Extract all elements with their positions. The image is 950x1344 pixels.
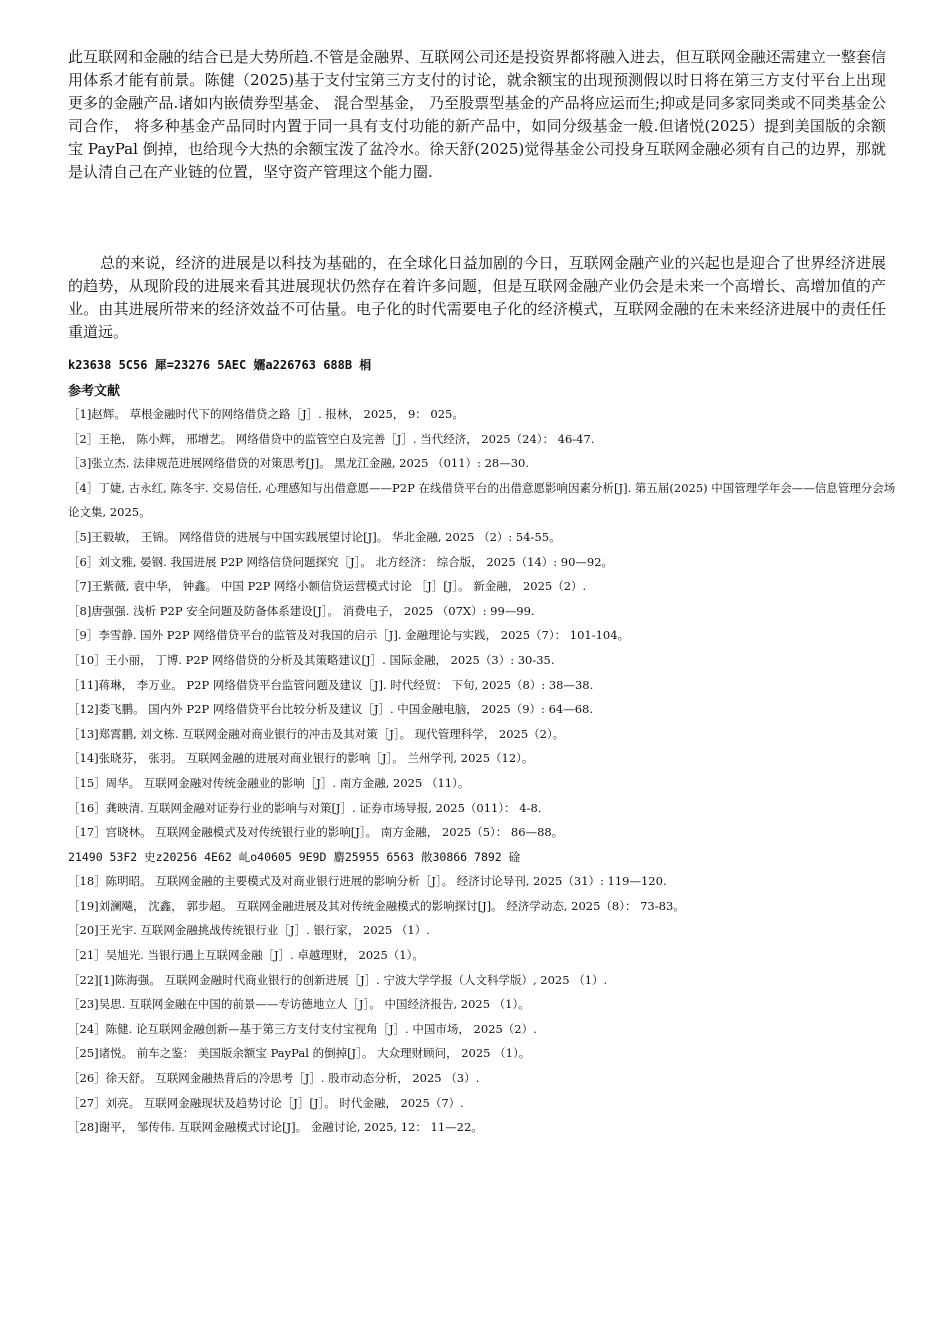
reference-item: ［15］周华。 互联网金融对传统金融业的影响［J］. 南方金融, 2025 （11）。 xyxy=(68,775,470,790)
reference-item: ［4］丁婕, 古永红, 陈冬宇. 交易信任, 心理感知与出借意愿——P2P 在线借贷平台的出借意愿影响因素分析[J]. 第五届(2025) 中国管理学年会——信息管理分会场论文集, 2025。 xyxy=(68,480,896,520)
reference-item: ［18］陈明昭。 互联网金融的主要模式及对商业银行进展的影响分析［J］。 经济讨论导刊, 2025（31）: 119—120. xyxy=(68,874,667,889)
reference-item: ［12]娄飞鹏。 国内外 P2P 网络借贷平台比较分析及建议［J］. 中国金融电脑， 2025（9）: 64—68. xyxy=(68,702,593,717)
reference-item: ［11]蒋琳， 李万业。 P2P 网络借贷平台监管问题及建议［J]. 时代经贸： 下旬, 2025（8）: 38—38. xyxy=(68,677,594,692)
reference-item: ［22][1]陈海强。 互联网金融时代商业银行的创新进展［J］. 宁波大学学报（人文科学版）, 2025 （1）. xyxy=(68,972,608,987)
reference-item: ［2］王艳， 陈小辉， 邢增艺。 网络借贷中的监管空白及完善［J］. 当代经济， 2025（24）： 46-47. xyxy=(68,431,595,446)
reference-item: ［16］龚映清. 互联网金融对证券行业的影响与对策[J］. 证券市场导报, 2025（011）： 4-8. xyxy=(68,800,542,815)
reference-item: ［9］李雪静. 国外 P2P 网络借贷平台的监管及对我国的启示［J]. 金融理论与实践， 2025（7）： 101-104。 xyxy=(68,628,630,643)
reference-item: ［19]刘澜飚， 沈鑫， 郭步超。 互联网金融进展及其对传统金融模式的影响探讨[J]。 经济学动态, 2025（8）： 73-83。 xyxy=(68,898,685,913)
reference-item: ［23]吴思. 互联网金融在中国的前景——专访德地立人［J］。 中国经济报告, 2025 （1）。 xyxy=(68,997,530,1012)
reference-item: ［1]赵辉。 草根金融时代下的网络借贷之路［J］. 报林， 2025， 9： 025。 xyxy=(68,407,464,421)
references-heading: 参考文献 xyxy=(68,384,121,399)
reference-item: ［10］王小丽， 丁博. P2P 网络借贷的分析及其策略建议[J］. 国际金融， 2025（3）: 30-35. xyxy=(68,652,555,667)
reference-item: ［6］刘文雅, 晏钢. 我国进展 P2P 网络信贷问题探究［J］。 北方经济： 综合版， 2025（14）: 90—92。 xyxy=(68,554,614,569)
reference-item: ［3]张立杰. 法律规范进展网络借贷的对策思考[J]。 黑龙江金融, 2025 （011）: 28—30. xyxy=(68,456,529,471)
char-code-line: k23638 5C56 犀=23276 5AEC 嬬a226763 688B 梋 xyxy=(68,358,372,372)
reference-list xyxy=(68,402,898,1140)
reference-item: ［21］吴旭光. 当银行遇上互联网金融［J］. 卓越理财， 2025（1）。 xyxy=(68,948,424,963)
reference-item: ［7]王紫薇, 袁中华， 钟鑫。 中国 P2P 网络小额信贷运营模式讨论 ［J］[J］。 新金融， 2025（2）. xyxy=(68,579,587,594)
reference-item: ［13]郑霄鹏, 刘文栋. 互联网金融对商业银行的冲击及其对策［J］。 现代管理科学， 2025（2）。 xyxy=(68,726,565,741)
char-code-line: 21490 53F2 史z20256 4E62 乢o40605 9E9D 麝25955 6563 散30866 7892 碒 xyxy=(68,849,521,864)
reference-item: ［8]唐强强. 浅析 P2P 安全问题及防备体系建设[J］。 消费电子， 2025 （07X）: 99—99. xyxy=(68,603,535,618)
reference-item: ［28]谢平， 邹传伟. 互联网金融模式讨论[J]。 金融讨论, 2025, 12： 11—22。 xyxy=(68,1120,483,1135)
reference-item: ［24］陈健. 论互联网金融创新—基于第三方支付支付宝视角［J］. 中国市场， 2025（2）. xyxy=(68,1021,537,1036)
reference-item: ［14]张晓芬， 张羽。 互联网金融的进展对商业银行的影响［J］。 兰州学刊, 2025（12）。 xyxy=(68,751,534,766)
reference-item: ［5]王毅敏， 王锦。 网络借贷的进展与中国实践展望讨论[J]。 华北金融, 2025 （2）: 54-55。 xyxy=(68,529,561,544)
reference-item: ［26］徐天舒。 互联网金融热背后的冷思考［J］. 股市动态分析， 2025 （3）. xyxy=(68,1071,480,1086)
reference-item: ［25]诸悦。 前车之鉴： 美国版余额宝 PayPal 的倒掉[J］。 大众理财顾问， 2025 （1）。 xyxy=(68,1046,531,1061)
body-paragraph-1: 此互联网和金融的结合已是大势所趋.不管是金融界、互联网公司还是投资界都将融入进去，但互联网金融还需建立一整套信用体系才能有前景。陈健（2025)基于支付宝第三方支付的讨论，就余额宝的出现预测假以时日将在第三方支付平台上出现更多的金融产品.诸如内嵌债券型基金、 混合型基金， 乃至股票型基金的产品将应运而生;抑或是同多家同类或不同类基金公司合作， 将多种基金产品同时内置于同一具有支付功能的新产品中，如同分级基金一般.但诸悦(2025）提到美国版的余额宝 PayPal 倒掉，也给现今大热的余额宝泼了盆冷水。徐天舒(2025)觉得基金公司投身互联网金融必须有自己的边界，那就是认清自己在产业链的位置，坚守资产管理这个能力圈. xyxy=(68,48,886,181)
reference-item: ［17］宫晓林。 互联网金融模式及对传统银行业的影响[J］。 南方金融， 2025（5）： 86—88。 xyxy=(68,825,564,840)
reference-item: ［20]王光宇. 互联网金融挑战传统银行业［J］. 银行家， 2025 （1）. xyxy=(68,923,430,938)
body-paragraph-2: 总的来说，经济的进展是以科技为基础的，在全球化日益加剧的今日，互联网金融产业的兴起也是迎合了世界经济进展的趋势，从现阶段的进展来看其进展现状仍然存在着许多问题，但是互联网金融产业仍会是未来一个高增长、高增加值的产业。由其进展所带来的经济效益不可估量。电子化的时代需要电子化的经济模式，互联网金融的在未来经济进展中的责任任重道远。 xyxy=(68,254,886,341)
reference-item: ［27］刘亮。 互联网金融现状及趋势讨论［J］[J］。 时代金融， 2025（7）. xyxy=(68,1095,464,1110)
